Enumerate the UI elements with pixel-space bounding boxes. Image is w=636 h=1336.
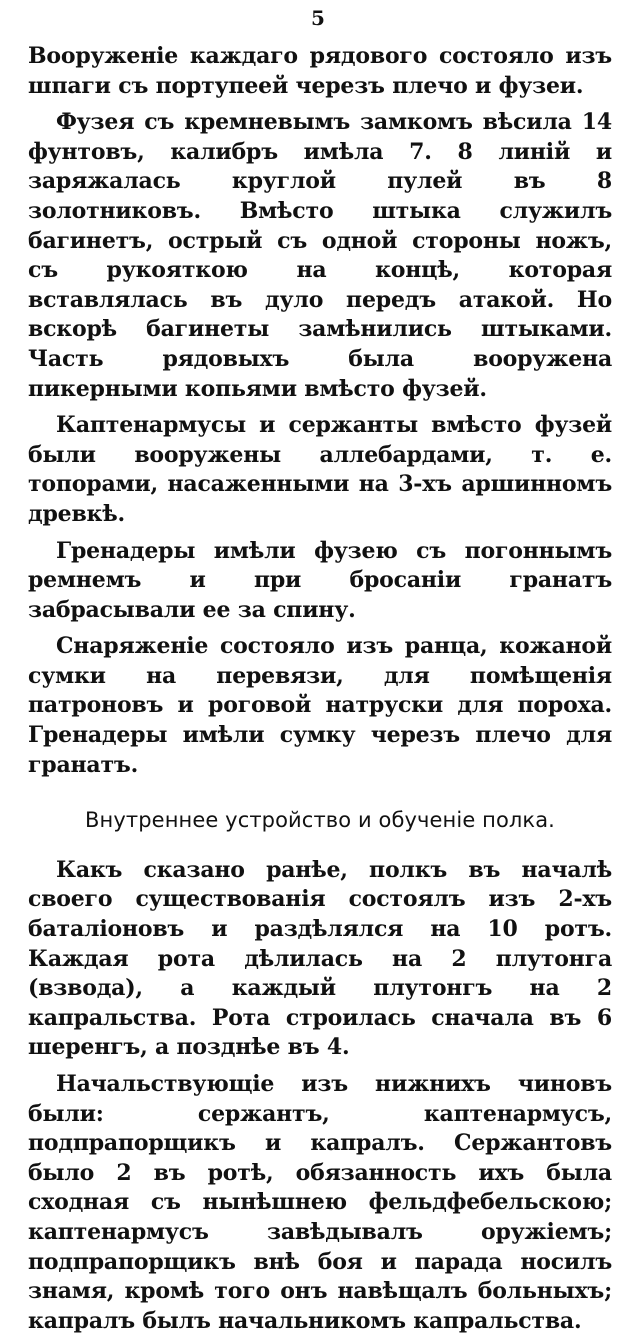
paragraph-equipment: Снаряженіе состояло изъ ранца, кожаной сумки на перевязи, для помѣщенія патроновъ и роговой натруски для пороха. Гренадеры имѣли сумку черезъ плечо для гранатъ. (28, 633, 612, 778)
page-body (28, 42, 612, 1336)
paragraph-organization: Какъ сказано ранѣе, полкъ въ началѣ своего существованія состоялъ изъ 2-хъ баталіоновъ и раздѣлялся на 10 ротъ. Каждая рота дѣлилась на 2 плутонга (взвода), а каждый плутонгъ на 2 капральства. Рота строилась сначала въ 6 шеренгъ, а позднѣе въ 4. (28, 856, 612, 1061)
paragraph-armament: Вооруженіе каждаго рядового состояло изъ шпаги съ портупеей черезъ плечо и фузеи. (28, 43, 612, 99)
page-number: 5 (311, 6, 325, 30)
paragraph-ranks: Начальствующіе изъ нижнихъ чиновъ были: сержантъ, каптенармусъ, подпрапорщикъ и капралъ. Сержантовъ было 2 въ ротѣ, обязанность ихъ была сходная съ нынѣшнею фельдфебельскою; каптенармусъ завѣдывалъ оружіемъ; подпрапорщикъ внѣ боя и парада носилъ знамя, кромѣ того онъ навѣщалъ больныхъ; капралъ былъ начальникомъ капральства. (28, 1071, 612, 1334)
section-heading: Внутреннее устройство и обученіе полка. (85, 808, 555, 833)
paragraph-halberds: Каптенармусы и сержанты вмѣсто фузей были вооружены аллебардами, т. е. топорами, насаженными на 3-хъ аршинномъ древкѣ. (28, 412, 612, 527)
paragraph-fusee: Фузея съ кремневымъ замкомъ вѣсила 14 фунтовъ, калибръ имѣла 7. 8 линій и заряжалась круглой пулей въ 8 золотниковъ. Вмѣсто штыка служилъ багинетъ, острый съ одной стороны ножъ, съ рукояткою на концѣ, которая вставлялась въ дуло передъ атакой. Но вскорѣ багинеты замѣнились штыками. Часть рядовыхъ была вооружена пикерными копьями вмѣсто фузей. (28, 109, 612, 402)
paragraph-grenadiers: Гренадеры имѣли фузею съ погоннымъ ремнемъ и при бросаніи гранатъ забрасывали ее за спину. (28, 537, 612, 623)
